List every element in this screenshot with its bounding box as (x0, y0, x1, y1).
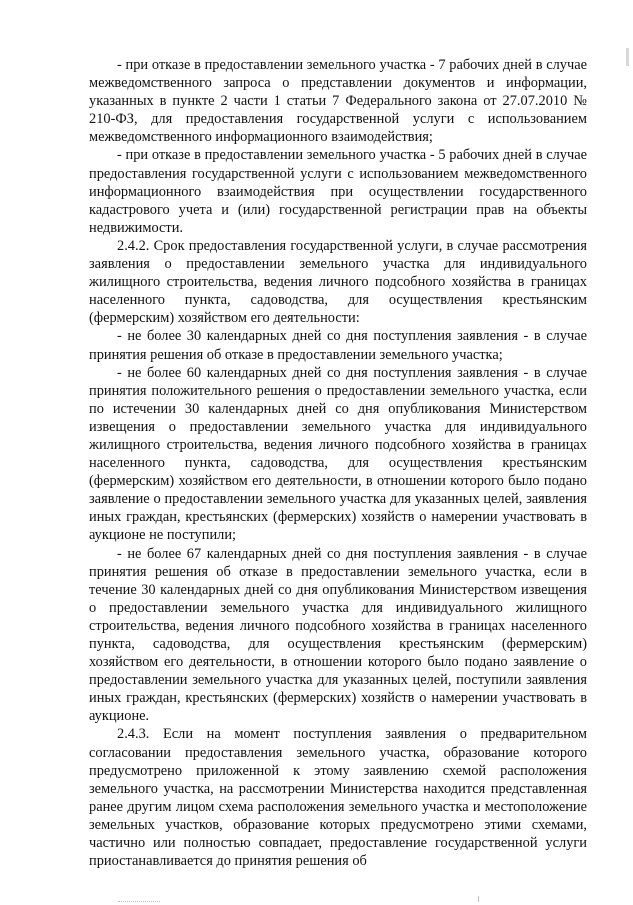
paragraph-section-2-4-2: 2.4.2. Срок предоставления государственной услуги, в случае рассмотрения заявления о предоставлении земельного участка для индивидуального жилищного строительства, ведения личного подсобного хозяйства в границах населенного пункта, садоводства, для осуществления крестьянским (фермерским) хозяйством его деятельности: (89, 237, 587, 327)
document-body (89, 56, 587, 870)
paragraph-refusal-5-days: - при отказе в предоставлении земельного участка - 5 рабочих дней в случае предоставления государственной услуги с использованием межведомственного информационного взаимодействия при осуществлении государственного кадастрового учета и (или) государственной регистрации прав на объекты недвижимости. (89, 147, 587, 236)
paragraph-section-2-4-3: 2.4.3. Если на момент поступления заявления о предварительном согласовании предоставления земельного участка, образование которого предусмотрено приложенной к этому заявлению схемой расположения земельного участка, на рассмотрении Министерства находится представленная ранее другим лицом схема расположения земельного участка и местоположение земельных участков, образование которых предусмотрено этими схемами, частично или полностью совпадает, предоставление государственной услуги приостанавливается до принятия решения об (89, 726, 587, 870)
paragraph-30-days: - не более 30 календарных дней со дня поступления заявления - в случае принятия решения об отказе в предоставлении земельного участка; (89, 328, 587, 363)
footer-scan-tick (478, 896, 479, 902)
scan-edge-mark (626, 48, 629, 66)
paragraph-67-days: - не более 67 календарных дней со дня поступления заявления - в случае принятия решения об отказе в предоставлении земельного участка, если в течение 30 календарных дней со дня опубликования Министерством извещения о предоставлении земельного участка для индивидуального жилищного строительства, ведения личного подсобного хозяйства в границах населенного пункта, садоводства, для осуществления крестьянским (фермерским) хозяйством его деятельности, в отношении которого было подано заявление о предоставлении земельного участка для указанных целей, поступили заявления иных граждан, крестьянских (фермерских) хозяйств о намерении участвовать в аукционе. (89, 545, 587, 725)
paragraph-refusal-7-days: - при отказе в предоставлении земельного участка - 7 рабочих дней в случае межведомственного запроса о представлении документов и информации, указанных в пункте 2 части 1 статьи 7 Федерального закона от 27.07.2010 № 210-ФЗ, для предоставления государственной услуги с использованием межведомственного информационного взаимодействия; (89, 57, 587, 146)
paragraph-60-days: - не более 60 календарных дней со дня поступления заявления - в случае принятия положительного решения о предоставлении земельного участка, если по истечении 30 календарных дней со дня опубликования Министерством извещения о предоставлении земельного участка для индивидуального жилищного строительства, ведения личного подсобного хозяйства в границах населенного пункта, садоводства, для осуществления крестьянским (фермерским) хозяйством его деятельности, в отношении которого было подано заявление о предоставлении земельного участка для указанных целей, заявления иных граждан, крестьянских (фермерских) хозяйств о намерении участвовать в аукционе не поступили; (89, 364, 587, 544)
footer-scan-mark (118, 901, 160, 902)
